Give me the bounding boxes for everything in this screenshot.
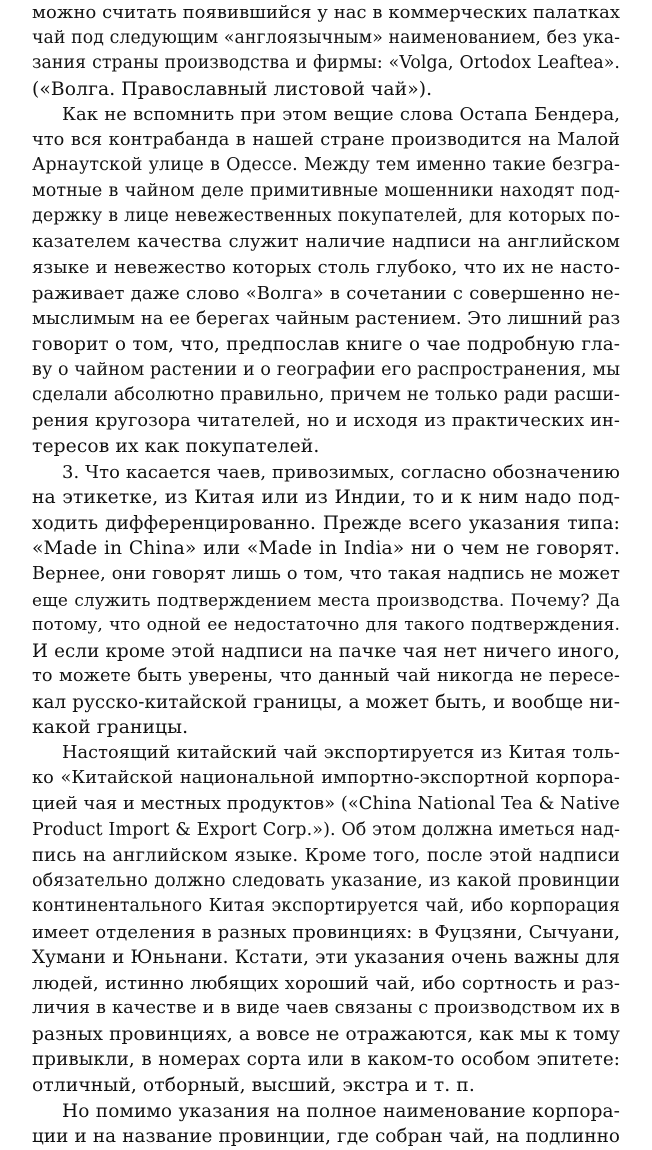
text-line: какой границы. [32, 717, 189, 739]
text-line: мыслимым на ее берегах чайным растением. Это лишний раз [32, 308, 620, 329]
paragraph-intro [32, 0, 620, 102]
text-line: И если кроме этой надписи на пачке чая нет ничего иного, [32, 640, 620, 662]
text-line: разных провинциях, а вовсе не отражаются, как мы к тому [32, 1023, 620, 1045]
text-line: ходить дифференцированно. Прежде всего указания типа: [32, 512, 620, 534]
text-line: раживает даже слово «Волга» в сочетании с совершенно не- [32, 283, 620, 305]
text-line: сделали абсолютно правильно, причем не только ради расши- [32, 385, 620, 406]
text-line: Настоящий китайский чай экспортируется из Китая толь- [62, 742, 620, 763]
text-line: мотные в чайном деле примитивные мошенники находят под- [32, 180, 620, 201]
text-line: Хумани и Юньнани. Кстати, эти указания очень важны для [32, 947, 620, 969]
text-line: Product Import & Export Corp.»). Об этом должна иметься над- [32, 819, 620, 840]
text-line: потому, что одной ее недостаточно для такого подтверждения. [32, 615, 620, 636]
text-line: 3. Что касается чаев, привозимых, согласно обозначению [62, 461, 620, 483]
text-line: рения кругозора читателей, но и исходя из практических ин- [32, 410, 620, 431]
text-line: ции и на название провинции, где собран чай, на подлинно [32, 1126, 620, 1148]
text-line: то можете быть уверены, что данный чай никогда не пересе- [32, 666, 620, 687]
text-line: имеет отделения в разных провинциях: в Фуцзяни, Сычуани, [32, 921, 620, 943]
text-line: обязательно должно следовать указание, из какой провинции [32, 870, 620, 891]
text-line: Арнаутской улице в Одессе. Между тем именно такие безгра- [32, 155, 620, 176]
text-line: что вся контрабанда в нашей стране производится на Малой [32, 129, 620, 150]
document-page [32, 0, 620, 1148]
text-line: континентального Китая экспортируется чай, ибо корпорация [32, 896, 620, 917]
text-line: чай под следующим «англоязычным» наименованием, без ука- [32, 27, 620, 48]
paragraph-bender [32, 102, 620, 460]
text-line: языке и невежество которых столь глубоко, что их не насто- [32, 257, 620, 279]
text-line: цией чая и местных продуктов» («China National Tea & Native [32, 793, 620, 814]
text-line: («Волга. Православный листовой чай»). [32, 78, 433, 100]
text-line: тересов их как покупателей. [32, 436, 320, 458]
paragraph-chinese-tea [32, 741, 620, 1099]
text-line: еще служить подтверждением места производства. Почему? Да [32, 589, 620, 610]
text-line: зания страны производства и фирмы: «Volga, Ortodox Leaftea». [32, 53, 620, 74]
text-line: можно считать появившийся у нас в коммерческих палатках [32, 2, 620, 23]
text-line: людей, истинно любящих хороший чай, ибо сортность и раз- [32, 972, 620, 994]
text-line: Как не вспомнить при этом вещие слова Остапа Бендера, [62, 104, 620, 126]
text-line: «Made in China» или «Made in India» ни о чем не говорят. [32, 538, 620, 560]
text-line: отличный, отборный, высший, экстра и т. п. [32, 1074, 475, 1096]
text-line: говорит о том, что, предпослав книге о чае подробную гла- [32, 334, 620, 356]
text-line: пись на английском языке. Кроме того, после этой надписи [32, 845, 620, 867]
text-line: привыкли, в номерах сорта или в каком-то особом эпитете: [32, 1049, 620, 1071]
text-line: ву о чайном растении и о географии его распространения, мы [32, 359, 620, 380]
paragraph-corporation [32, 1099, 620, 1150]
text-line: личия в качестве и в виде чаев связаны с производством их в [32, 998, 620, 1019]
text-line: держку в лице невежественных покупателей, для которых по- [32, 206, 620, 227]
text-line: казателем качества служит наличие надписи на английском [32, 231, 620, 252]
text-line: Вернее, они говорят лишь о том, что такая надпись не может [32, 564, 620, 585]
text-line: ко «Китайской национальной импортно-экспортной корпора- [32, 768, 620, 789]
text-line: на этикетке, из Китая или из Индии, то и к ним надо под- [32, 487, 620, 509]
paragraph-china-india [32, 460, 620, 741]
text-line: кал русско-китайской границы, а может быть, и вообще ни- [32, 691, 620, 713]
text-line: Но помимо указания на полное наименование корпора- [62, 1100, 620, 1122]
